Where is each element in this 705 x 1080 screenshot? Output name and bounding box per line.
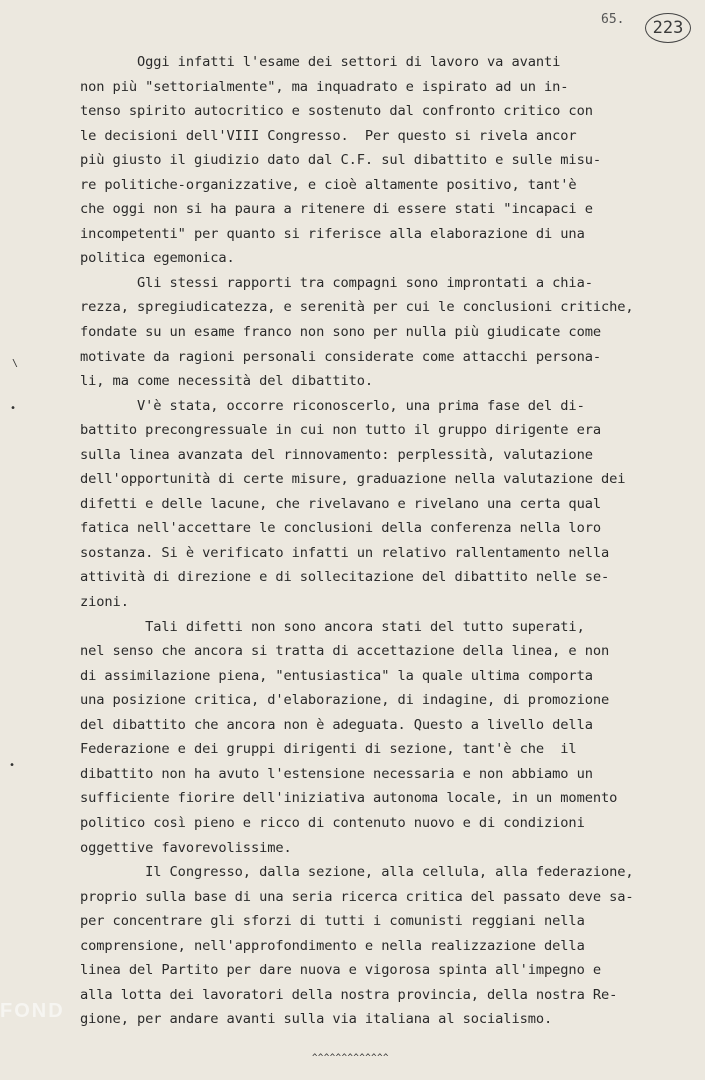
text-line: sulla linea avanzata del rinnovamento: perplessità, valutazione: [80, 446, 593, 463]
end-separator: ^^^^^^^^^^^^^: [312, 1052, 389, 1063]
text-line: politica egemonica.: [80, 250, 235, 267]
text-line: una posizione critica, d'elaborazione, di indagine, di promozione: [80, 692, 610, 709]
text-line: incompetenti" per quanto si riferisce alla elaborazione di una: [80, 225, 585, 242]
text-line: Tali difetti non sono ancora stati del tutto superati,: [80, 618, 585, 635]
text-line: comprensione, nell'approfondimento e nella realizzazione della: [80, 937, 585, 954]
text-line: Oggi infatti l'esame dei settori di lavoro va avanti: [80, 54, 561, 70]
text-line: rezza, spregiudicatezza, e serenità per cui le conclusioni critiche,: [80, 299, 634, 316]
text-line: Federazione e dei gruppi dirigenti di sezione, tant'è che il: [80, 741, 577, 758]
text-line: re politiche-organizzative, e cioè altamente positivo, tant'è: [80, 176, 577, 193]
text-line: zioni.: [80, 594, 129, 611]
archive-stamp-number: 223: [645, 13, 691, 43]
archive-watermark: FOND: [0, 1000, 65, 1022]
text-line: V'è stata, occorre riconoscerlo, una prima fase del di-: [80, 397, 585, 414]
text-line: fondate su un esame franco non sono per nulla più giudicate come: [80, 324, 601, 341]
text-line: gione, per andare avanti sulla via italiana al socialismo.: [80, 1011, 553, 1028]
text-line: del dibattito che ancora non è adeguata. Questo a livello della: [80, 716, 593, 733]
margin-mark: •: [10, 403, 17, 414]
margin-mark: •: [9, 760, 16, 771]
page-number: 65.: [601, 12, 625, 27]
text-line: fatica nell'accettare le conclusioni della conferenza nella loro: [80, 520, 601, 537]
text-line: proprio sulla base di una seria ricerca critica del passato deve sa-: [80, 888, 634, 905]
text-line: motivate da ragioni personali considerate come attacchi persona-: [80, 348, 601, 365]
text-line: di assimilazione piena, "entusiastica" la quale ultima comporta: [80, 667, 593, 684]
text-line: attività di direzione e di sollecitazione del dibattito nelle se-: [80, 569, 610, 586]
text-line: difetti e delle lacune, che rivelavano e rivelano una certa qual: [80, 495, 601, 512]
text-line: alla lotta dei lavoratori della nostra provincia, della nostra Re-: [80, 986, 618, 1003]
document-body: [80, 50, 650, 1064]
text-line: per concentrare gli sforzi di tutti i comunisti reggiani nella: [80, 913, 585, 930]
text-line: sostanza. Si è verificato infatti un relativo rallentamento nella: [80, 544, 610, 561]
text-line: tenso spirito autocritico e sostenuto dal confronto critico con: [80, 103, 593, 120]
text-line: non più "settorialmente", ma inquadrato e ispirato ad un in-: [80, 78, 569, 95]
text-line: più giusto il giudizio dato dal C.F. sul dibattito e sulle misu-: [80, 152, 601, 169]
text-line: che oggi non si ha paura a ritenere di essere stati "incapaci e: [80, 201, 593, 218]
text-line: sufficiente fiorire dell'iniziativa autonoma locale, in un momento: [80, 790, 618, 807]
text-line: politico così pieno e ricco di contenuto nuovo e di condizioni: [80, 814, 585, 831]
text-line: oggettive favorevolissime.: [80, 839, 292, 856]
text-line: le decisioni dell'VIII Congresso. Per questo si rivela ancor: [80, 127, 577, 144]
text-line: dell'opportunità di certe misure, graduazione nella valutazione dei: [80, 471, 626, 488]
text-line: dibattito non ha avuto l'estensione necessaria e non abbiamo un: [80, 765, 593, 782]
text-line: battito precongressuale in cui non tutto il gruppo dirigente era: [80, 422, 601, 439]
text-line: nel senso che ancora si tratta di accettazione della linea, e non: [80, 643, 610, 660]
text-line: linea del Partito per dare nuova e vigorosa spinta all'impegno e: [80, 962, 601, 979]
text-line: li, ma come necessità del dibattito.: [80, 373, 374, 390]
text-line: Gli stessi rapporti tra compagni sono improntati a chia-: [80, 274, 593, 291]
margin-mark: \: [12, 358, 19, 369]
text-line: Il Congresso, dalla sezione, alla cellula, alla federazione,: [80, 864, 634, 881]
